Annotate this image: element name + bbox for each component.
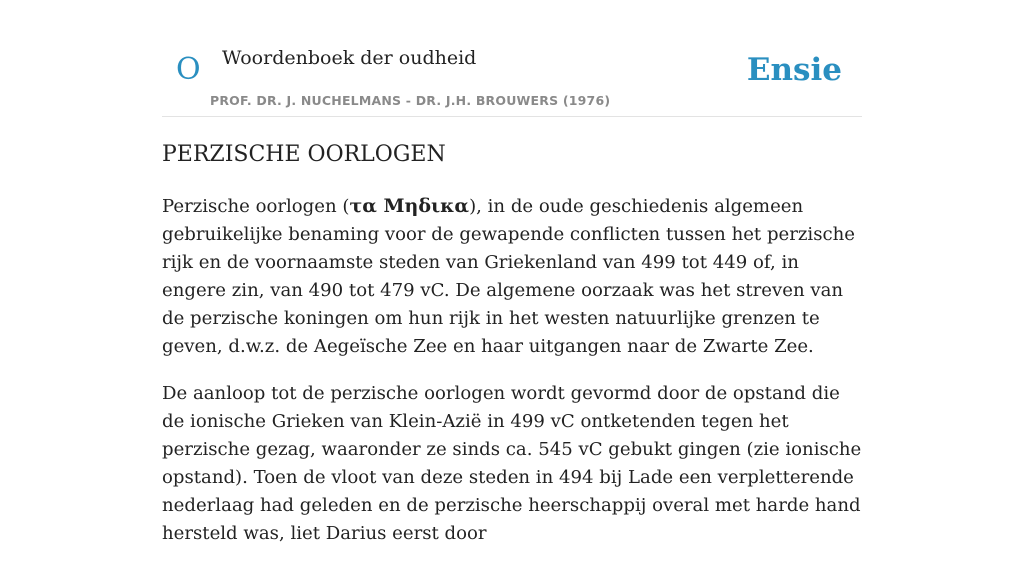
entry-title: PERZISCHE OORLOGEN xyxy=(162,142,446,167)
greek-term: τα Μηδικα xyxy=(349,195,470,217)
dictionary-authors: PROF. DR. J. NUCHELMANS - DR. J.H. BROUWERS (1976) xyxy=(210,93,611,108)
brand-logo[interactable]: Ensie xyxy=(746,52,842,88)
paragraph xyxy=(162,192,862,361)
paragraph: De aanloop tot de perzische oorlogen wordt gevormd door de opstand die de ionische Grieken van Klein-Azië in 499 vC ontketenden tegen het perzische gezag, waaronder ze sinds ca. 545 vC gebukt gingen (zie ionische opstand). Toen de vloot van deze steden in 494 bij Lade een verpletterende nederlaag had geleden en de perzische heerschappij overal met harde hand hersteld was, liet Darius eerst door xyxy=(162,383,862,544)
site-header xyxy=(162,34,862,117)
entry-body xyxy=(162,192,862,567)
dictionary-title[interactable]: Woordenboek der oudheid xyxy=(222,47,477,69)
paragraph-rest: ), in de oude geschiedenis algemeen gebruikelijke benaming voor de gewapende conflicten tussen het perzische rijk en de voornaamste steden van Griekenland van 499 tot 449 of, in engere zin, van 490 tot 479 vC. De algemene oorzaak was het streven van de perzische koningen om hun rijk in het westen natuurlijke grenzen te geven, d.w.z. de Aegeïsche Zee en haar uitgangen naar de Zwarte Zee. xyxy=(162,196,855,357)
paragraph-intro: Perzische oorlogen ( xyxy=(162,196,350,217)
index-letter[interactable]: O xyxy=(176,52,201,87)
